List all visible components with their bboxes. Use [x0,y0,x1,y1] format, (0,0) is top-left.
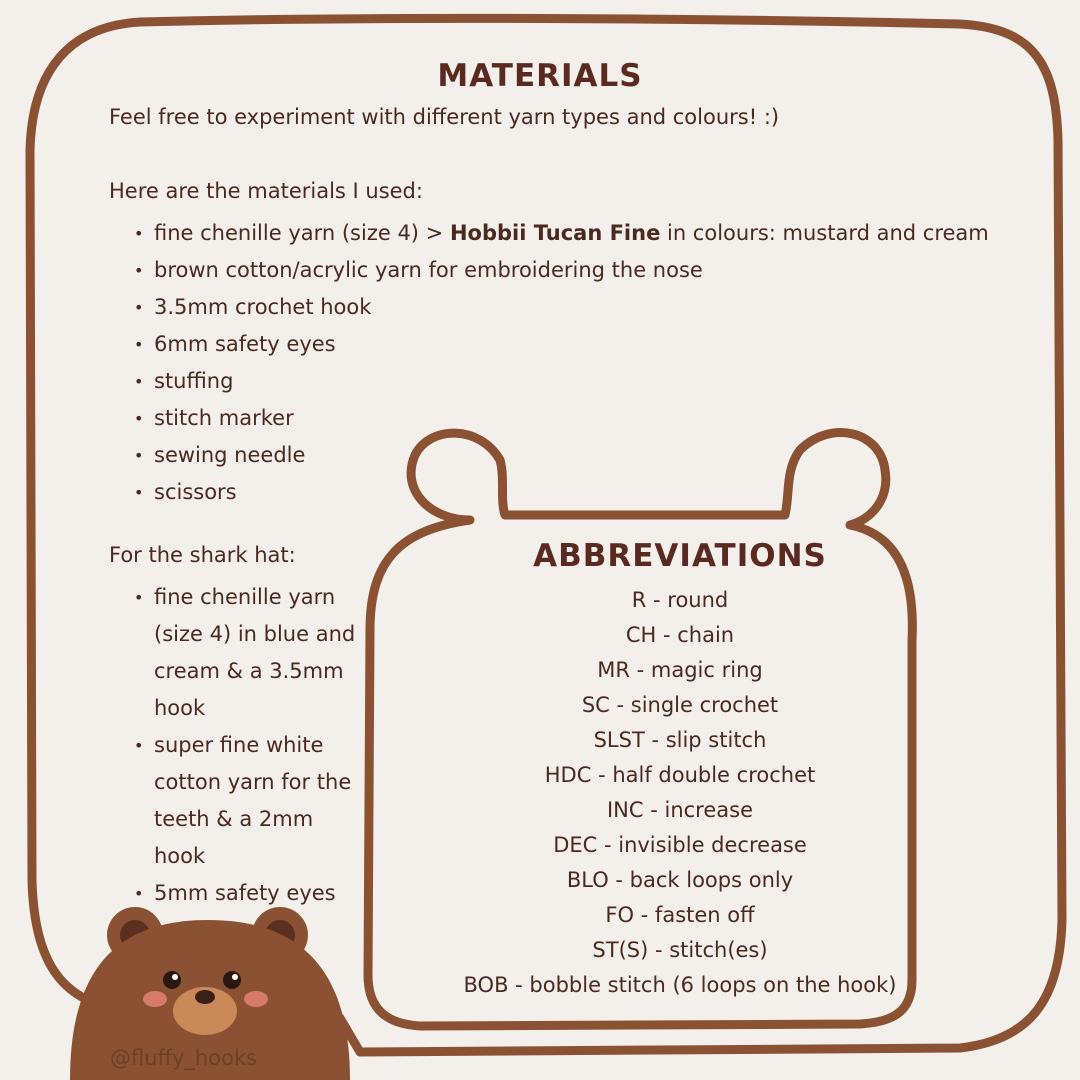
list-item: • 5mm safety eyes [154,875,366,912]
yarn-brand: Hobbii Tucan Fine [449,221,661,245]
abbreviation-item: BLO - back loops only [566,868,794,892]
materials-list [109,215,1004,511]
abbreviation-item: SC - single crochet [581,693,779,717]
list-item: • stitch marker [154,400,1004,437]
abbreviation-item: DEC - invisible decrease [553,833,807,857]
abbreviation-item: HDC - half double crochet [544,763,816,787]
abbreviation-item: SLST - slip stitch [593,728,767,752]
shark-hat-heading: For the shark hat: [109,543,296,567]
abbreviation-item: ST(S) - stitch(es) [592,938,768,962]
materials-used-heading: Here are the materials I used: [109,179,423,203]
list-item: • 3.5mm crochet hook [154,289,1004,326]
abbreviation-item: CH - chain [625,623,735,647]
abbreviation-item: MR - magic ring [597,658,763,682]
materials-title: MATERIALS [437,58,643,94]
intro-text: Feel free to experiment with different yarn types and colours! :) [109,105,780,129]
author-handle: @fluffy_hooks [110,1046,258,1070]
list-item: • brown cotton/acrylic yarn for embroidering the nose [154,252,1004,289]
list-item: • sewing needle [154,437,1004,474]
abbreviations-title: ABBREVIATIONS [533,538,827,574]
shark-hat-list [109,579,366,912]
list-item: • stuffing [154,363,1004,400]
list-item: • 6mm safety eyes [154,326,1004,363]
list-item: • fine chenille yarn (size 4) > Hobbii Tucan Fine in colours: mustard and cream [154,215,1004,252]
abbreviation-item: INC - increase [606,798,753,822]
list-item: • super fine white cotton yarn for the teeth & a 2mm hook [154,727,366,875]
list-item: • scissors [154,474,1004,511]
abbreviation-item: FO - fasten off [605,903,755,927]
abbreviation-item: R - round [631,588,729,612]
abbreviations-list [400,583,960,1003]
list-item: • fine chenille yarn (size 4) in blue and cream & a 3.5mm hook [154,579,366,727]
abbreviation-item: BOB - bobble stitch (6 loops on the hook) [463,973,897,997]
